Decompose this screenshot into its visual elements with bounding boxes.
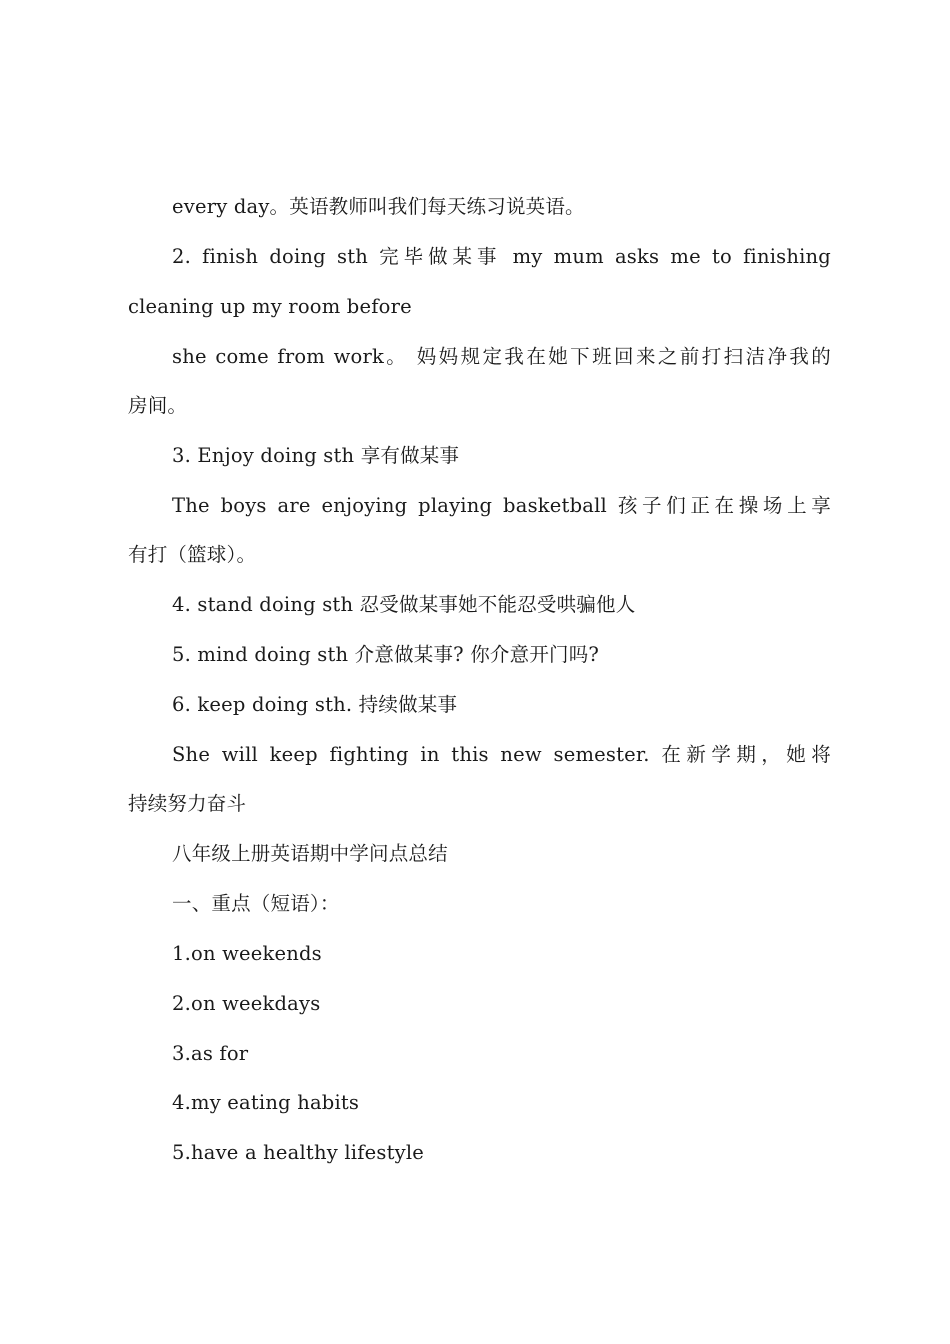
list-item: 4.my eating habits: [172, 1091, 360, 1114]
text-line: 5. mind doing sth 介意做某事? 你介意开门吗?: [172, 643, 600, 666]
text-line: 持续努力奋斗: [128, 792, 247, 815]
text-line: 6. keep doing sth. 持续做某事: [172, 693, 458, 716]
text-line: 有打（篮球）。: [128, 543, 257, 566]
text-line: 3. Enjoy doing sth 享有做某事: [172, 444, 460, 467]
subsection-heading: 一、重点（短语）：: [172, 892, 340, 915]
list-item: 3.as for: [172, 1042, 249, 1065]
text-line: cleaning up my room before: [128, 295, 412, 318]
section-heading: 八年级上册英语期中学问点总结: [172, 842, 448, 865]
text-line: every day。英语教师叫我们每天练习说英语。: [172, 195, 585, 218]
text-line: The boys are enjoying playing basketball 孩子们正在操场上享: [172, 494, 831, 517]
text-line: She will keep fighting in this new semester. 在新学期，她将: [172, 743, 831, 766]
text-line: 4. stand doing sth 忍受做某事她不能忍受哄骗他人: [172, 593, 636, 616]
text-line: she come from work。 妈妈规定我在她下班回来之前打扫洁净我的: [172, 345, 831, 368]
list-item: 2.on weekdays: [172, 992, 321, 1015]
text-line: 2. finish doing sth 完毕做某事 my mum asks me to finishing: [172, 245, 831, 268]
list-item: 1.on weekends: [172, 942, 322, 965]
text-line: 房间。: [128, 394, 188, 417]
list-item: 5.have a healthy lifestyle: [172, 1141, 425, 1164]
